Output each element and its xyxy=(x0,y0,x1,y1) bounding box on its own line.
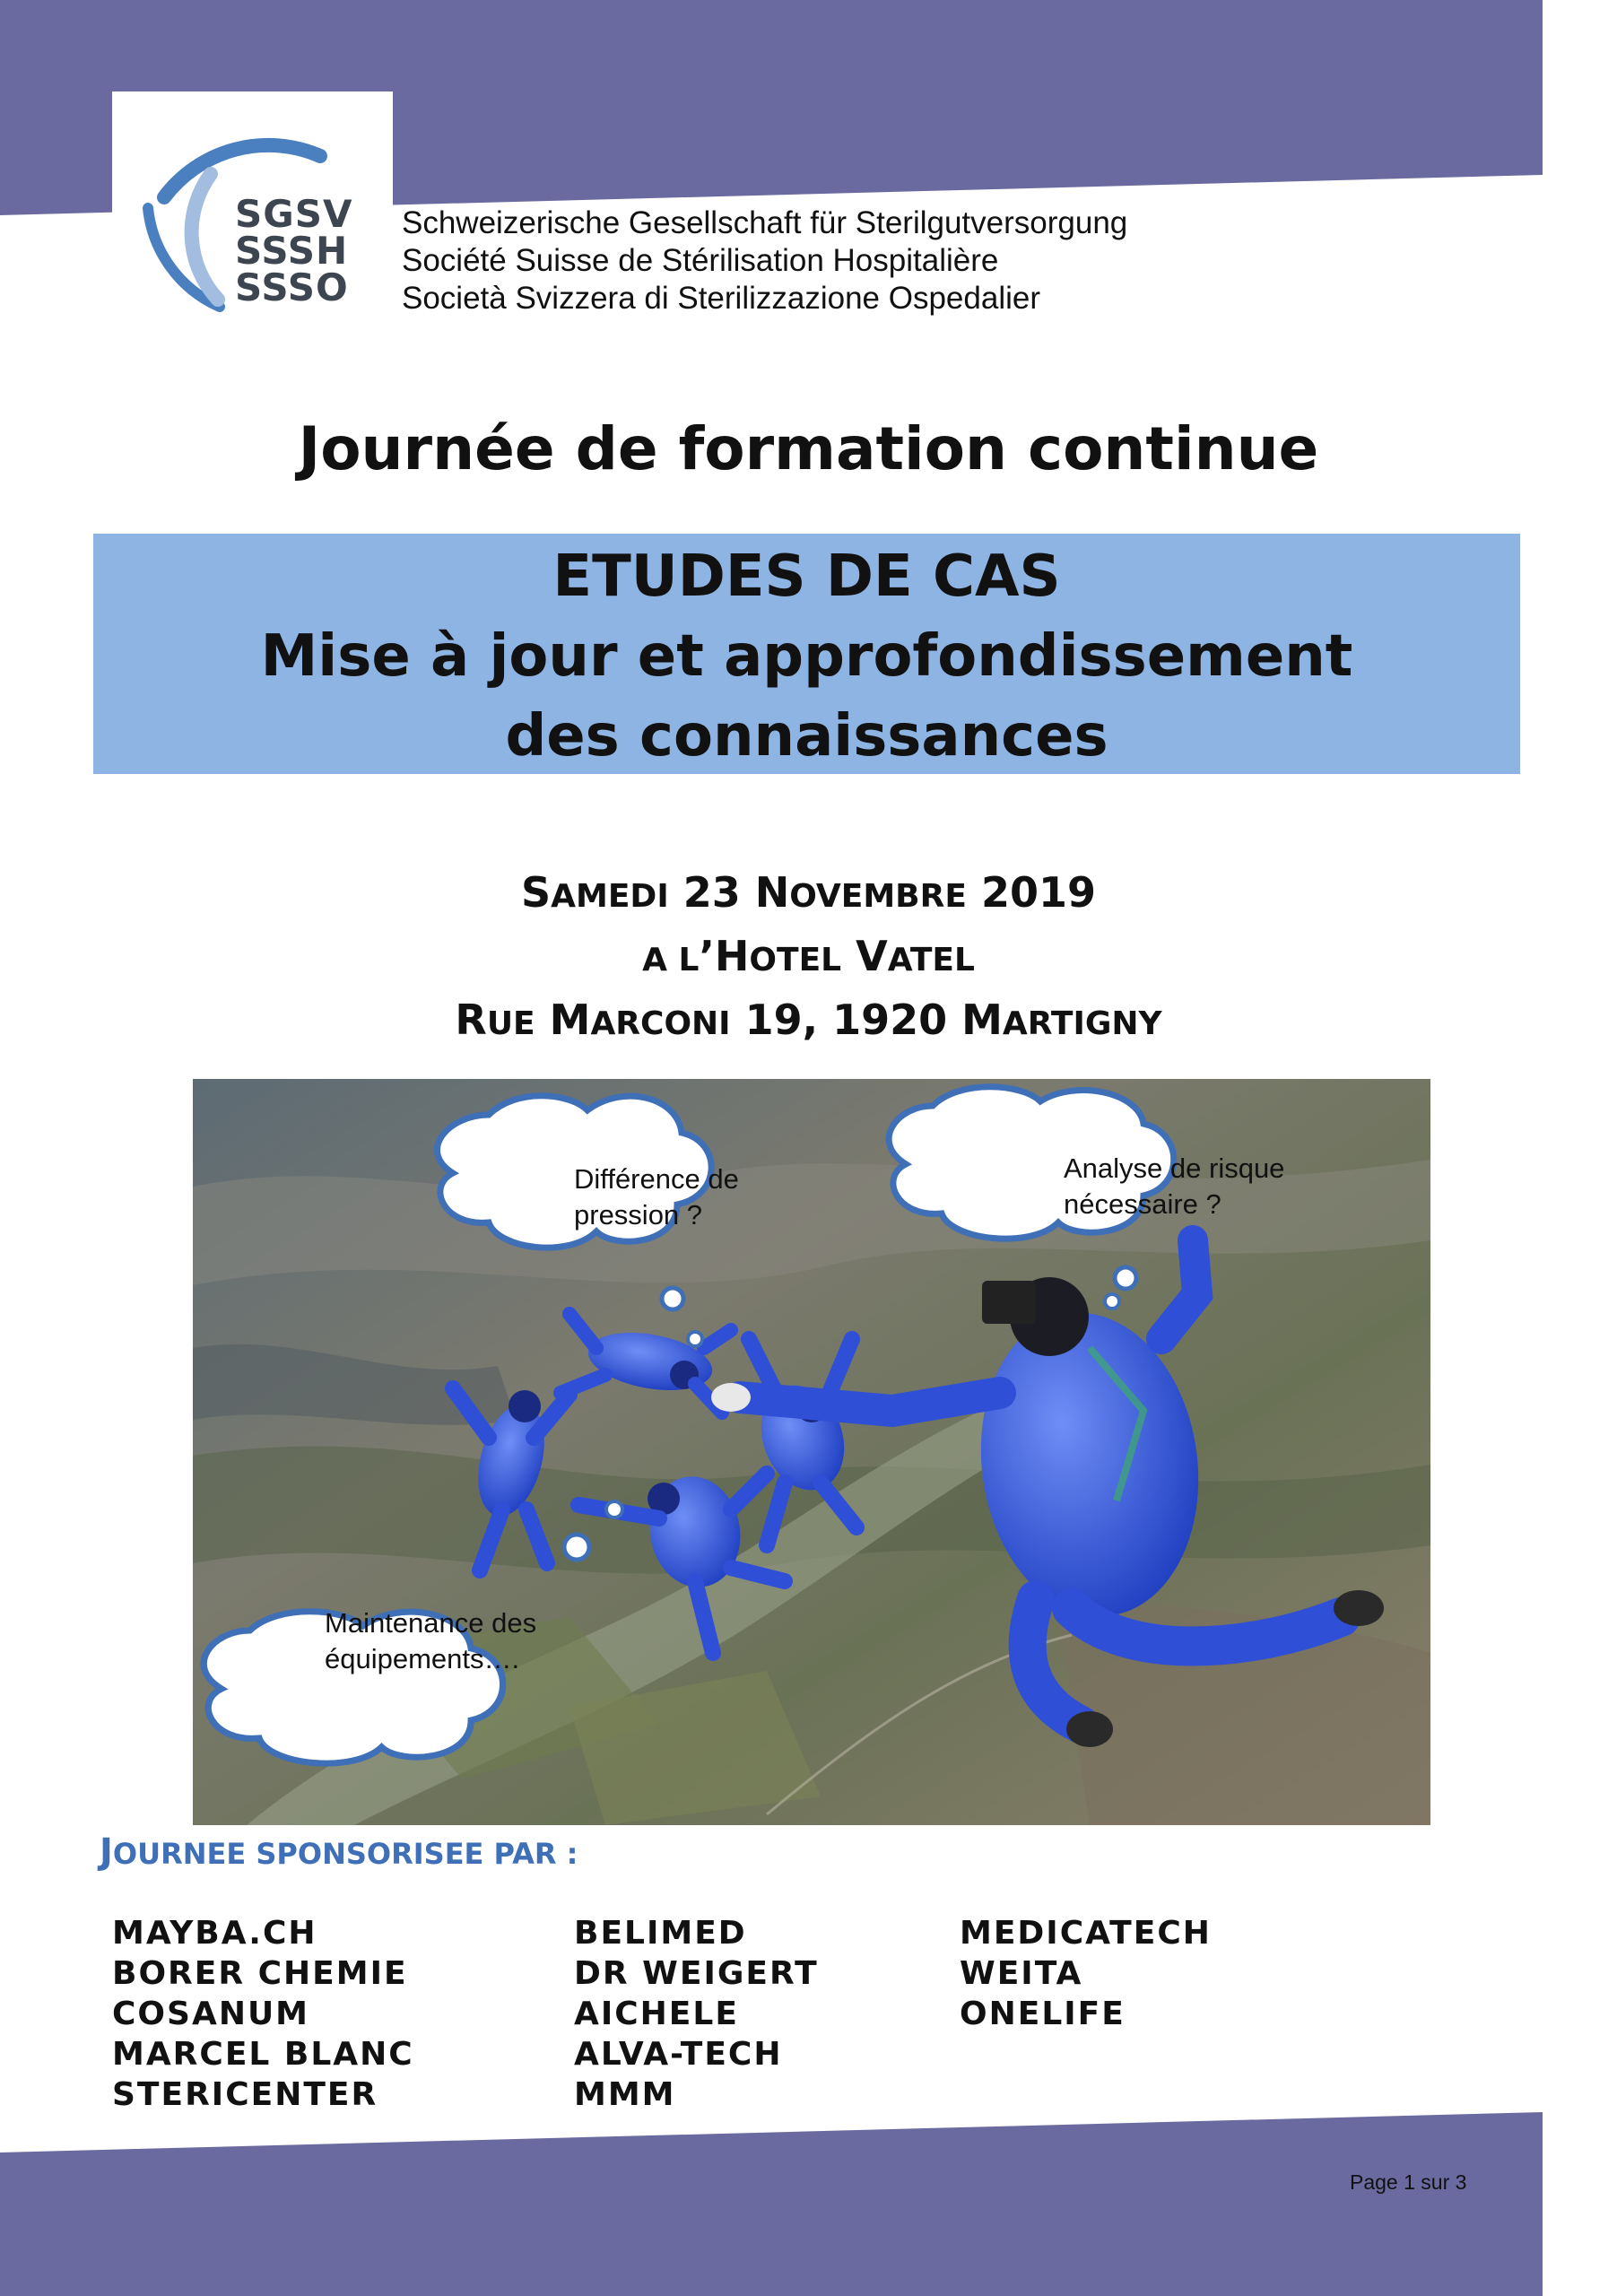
sponsor-item: MEDICATECH xyxy=(960,1915,1212,1952)
org-name-german: Schweizerische Gesellschaft für Sterilgutversorgung xyxy=(402,205,1128,240)
sponsor-item: COSANUM xyxy=(112,1996,309,2032)
sponsor-item: DR WEIGERT xyxy=(574,1955,819,1992)
logo-letters-sssh: SSSH xyxy=(235,229,349,273)
sponsor-item: MAYBA.CH xyxy=(112,1915,317,1952)
bubble-pressure-line-2: pression ? xyxy=(574,1199,703,1231)
org-name-italian: Società Svizzera di Sterilizzazione Ospedalier xyxy=(402,281,1040,316)
bubble-risk-line-1: Analyse de risque xyxy=(1064,1152,1285,1184)
sponsor-item: STERICENTER xyxy=(112,2076,378,2113)
logo-letters-ssso: SSSO xyxy=(235,265,349,309)
course-title-line-3: des connaissances xyxy=(505,703,1108,770)
bubble-maintenance-line-1: Maintenance des xyxy=(325,1607,537,1639)
bubble-text-maintenance xyxy=(325,1605,536,1677)
sponsor-item: MMM xyxy=(574,2076,676,2113)
event-venue: A L’HOTEL VATEL xyxy=(642,932,975,980)
course-title-line-2: Mise à jour et approfondissement xyxy=(260,623,1353,690)
sponsor-column-1 xyxy=(112,1913,414,2115)
sponsor-item: BORER CHEMIE xyxy=(112,1955,408,1992)
event-date: SAMEDI 23 NOVEMBRE 2019 xyxy=(521,868,1096,917)
course-title-box xyxy=(93,534,1520,774)
sponsor-item: AICHELE xyxy=(574,1996,739,2032)
sponsor-item: ALVA-TECH xyxy=(574,2036,783,2073)
sponsor-item: ONELIFE xyxy=(960,1996,1126,2032)
sgsv-logo xyxy=(112,91,393,332)
sponsor-item: MARCEL BLANC xyxy=(112,2036,414,2073)
bubble-text-risk xyxy=(1064,1151,1284,1222)
event-address: RUE MARCONI 19, 1920 MARTIGNY xyxy=(455,996,1162,1044)
sponsor-item: BELIMED xyxy=(574,1915,747,1952)
main-title: Journée de formation continue xyxy=(298,414,1319,483)
logo-lettering xyxy=(235,192,353,309)
bottom-footer-band xyxy=(0,2112,1543,2296)
sponsor-item: WEITA xyxy=(960,1955,1083,1992)
course-title-line-1: ETUDES DE CAS xyxy=(552,544,1061,610)
logo-letters-sgsv: SGSV xyxy=(235,192,353,236)
sponsor-column-2 xyxy=(574,1913,819,2115)
sponsor-column-3 xyxy=(960,1913,1212,2034)
bubble-maintenance-line-2: équipements…. xyxy=(325,1643,520,1674)
sponsors-heading: JOURNEE SPONSORISEE PAR : xyxy=(100,1831,578,1873)
bubble-pressure-line-1: Différence de xyxy=(574,1163,739,1195)
bubble-risk-line-2: nécessaire ? xyxy=(1064,1188,1221,1220)
bubble-text-pressure xyxy=(574,1161,739,1233)
page-number: Page 1 sur 3 xyxy=(1350,2170,1467,2194)
event-details xyxy=(0,865,1617,1057)
org-name-french: Société Suisse de Stérilisation Hospitalière xyxy=(402,243,999,278)
organization-names xyxy=(402,204,1127,317)
